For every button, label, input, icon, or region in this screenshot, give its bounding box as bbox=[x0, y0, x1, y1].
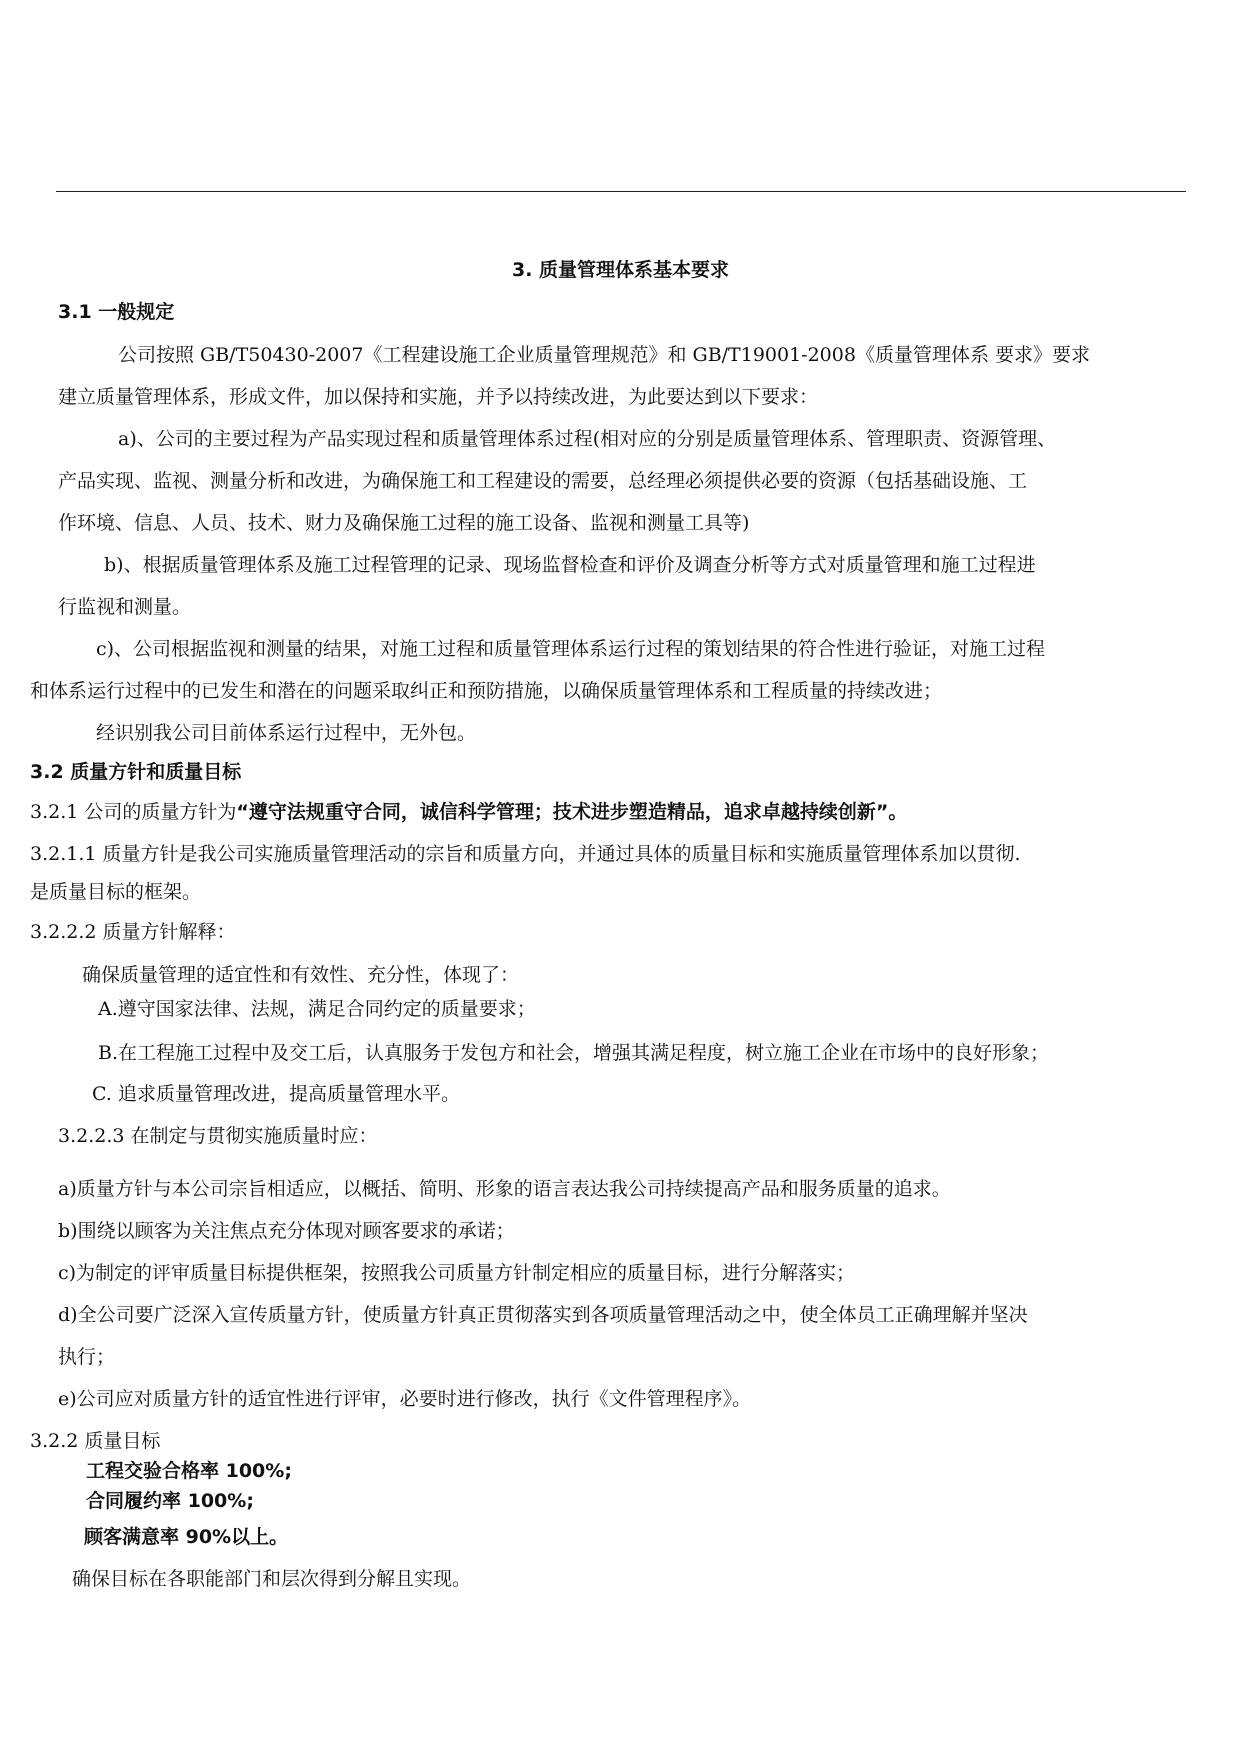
header-rule bbox=[56, 191, 1186, 192]
policy-explanation-c: C. 追求质量管理改进，提高质量管理水平。 bbox=[92, 1083, 460, 1105]
requirement-c: c)为制定的评审质量目标提供框架，按照我公司质量方针制定相应的质量目标，进行分解落实； bbox=[58, 1262, 856, 1284]
requirement-a: a)质量方针与本公司宗旨相适应，以概括、简明、形象的语言表达我公司持续提高产品和服务质量的追求。 bbox=[58, 1178, 951, 1200]
goal-satisfaction-rate: 顾客满意率 90%以上。 bbox=[84, 1526, 289, 1548]
outsourcing-note: 经识别我公司目前体系运行过程中，无外包。 bbox=[96, 722, 477, 744]
paragraph-3-2-1 bbox=[30, 800, 907, 824]
goal-note: 确保目标在各职能部门和层次得到分解且实现。 bbox=[72, 1568, 472, 1590]
item-b-line1: b)、根据质量管理体系及施工过程管理的记录、现场监督检查和评价及调查分析等方式对质量管理和施工过程进 bbox=[104, 554, 1036, 576]
policy-explanation-intro: 确保质量管理的适宜性和有效性、充分性，体现了： bbox=[82, 964, 520, 986]
item-a-line3: 作环境、信息、人员、技术、财力及确保施工过程的施工设备、监视和测量工具等) bbox=[58, 512, 750, 534]
paragraph-3-2-1-1-line1: 3.2.1.1 质量方针是我公司实施质量管理活动的宗旨和质量方向，并通过具体的质量目标和实施质量管理体系加以贯彻. bbox=[30, 843, 1021, 865]
requirement-e: e)公司应对质量方针的适宜性进行评审，必要时进行修改，执行《文件管理程序》。 bbox=[58, 1388, 752, 1410]
item-b-line2: 行监视和测量。 bbox=[58, 596, 192, 618]
quality-policy-text: “遵守法规重守合同，诚信科学管理；技术进步塑造精品，追求卓越持续创新”。 bbox=[236, 801, 908, 823]
policy-explanation-a: A.遵守国家法律、法规，满足合同约定的质量要求； bbox=[98, 998, 536, 1020]
paragraph-3-1-intro-line2: 建立质量管理体系，形成文件，加以保持和实施，并予以持续改进，为此要达到以下要求： bbox=[58, 386, 819, 408]
policy-explanation-b: B.在工程施工过程中及交工后，认真服务于发包方和社会，增强其满足程度，树立施工企业在市场中的良好形象； bbox=[98, 1042, 1050, 1064]
requirement-d-line2: 执行； bbox=[58, 1346, 116, 1368]
item-c-line1: c)、公司根据监视和测量的结果，对施工过程和质量管理体系运行过程的策划结果的符合性进行验证，对施工过程 bbox=[96, 638, 1046, 660]
item-c-line2: 和体系运行过程中的已发生和潜在的问题采取纠正和预防措施，以确保质量管理体系和工程质量的持续改进； bbox=[30, 680, 943, 702]
heading-3-1: 3.1 一般规定 bbox=[58, 301, 175, 323]
requirement-b: b)围绕以顾客为关注焦点充分体现对顾客要求的承诺； bbox=[58, 1220, 515, 1242]
section-title: 3. 质量管理体系基本要求 bbox=[511, 259, 730, 281]
heading-3-2-2-goals: 3.2.2 质量目标 bbox=[30, 1430, 161, 1452]
heading-3-2: 3.2 质量方针和质量目标 bbox=[30, 761, 242, 783]
item-a-line1: a)、公司的主要过程为产品实现过程和质量管理体系过程(相对应的分别是质量管理体系、管理职责、资源管理、 bbox=[118, 428, 1057, 450]
policy-prefix: 3.2.1 公司的质量方针为 bbox=[30, 801, 237, 823]
paragraph-3-1-intro-line1: 公司按照 GB/T50430-2007《工程建设施工企业质量管理规范》和 GB/T19001-2008《质量管理体系 要求》要求 bbox=[118, 344, 1090, 366]
requirement-d-line1: d)全公司要广泛深入宣传质量方针，使质量方针真正贯彻落实到各项质量管理活动之中，使全体员工正确理解并坚决 bbox=[58, 1304, 1028, 1326]
goal-acceptance-rate: 工程交验合格率 100%; bbox=[86, 1460, 292, 1482]
heading-3-2-2-2: 3.2.2.2 质量方针解释： bbox=[30, 921, 236, 943]
paragraph-3-2-1-1-line2: 是质量目标的框架。 bbox=[30, 881, 202, 903]
goal-contract-rate: 合同履约率 100%; bbox=[86, 1490, 254, 1512]
item-a-line2: 产品实现、监视、测量分析和改进，为确保施工和工程建设的需要，总经理必须提供必要的资源（包括基础设施、工 bbox=[58, 470, 1028, 492]
heading-3-2-2-3: 3.2.2.3 在制定与贯彻实施质量时应： bbox=[58, 1125, 378, 1147]
